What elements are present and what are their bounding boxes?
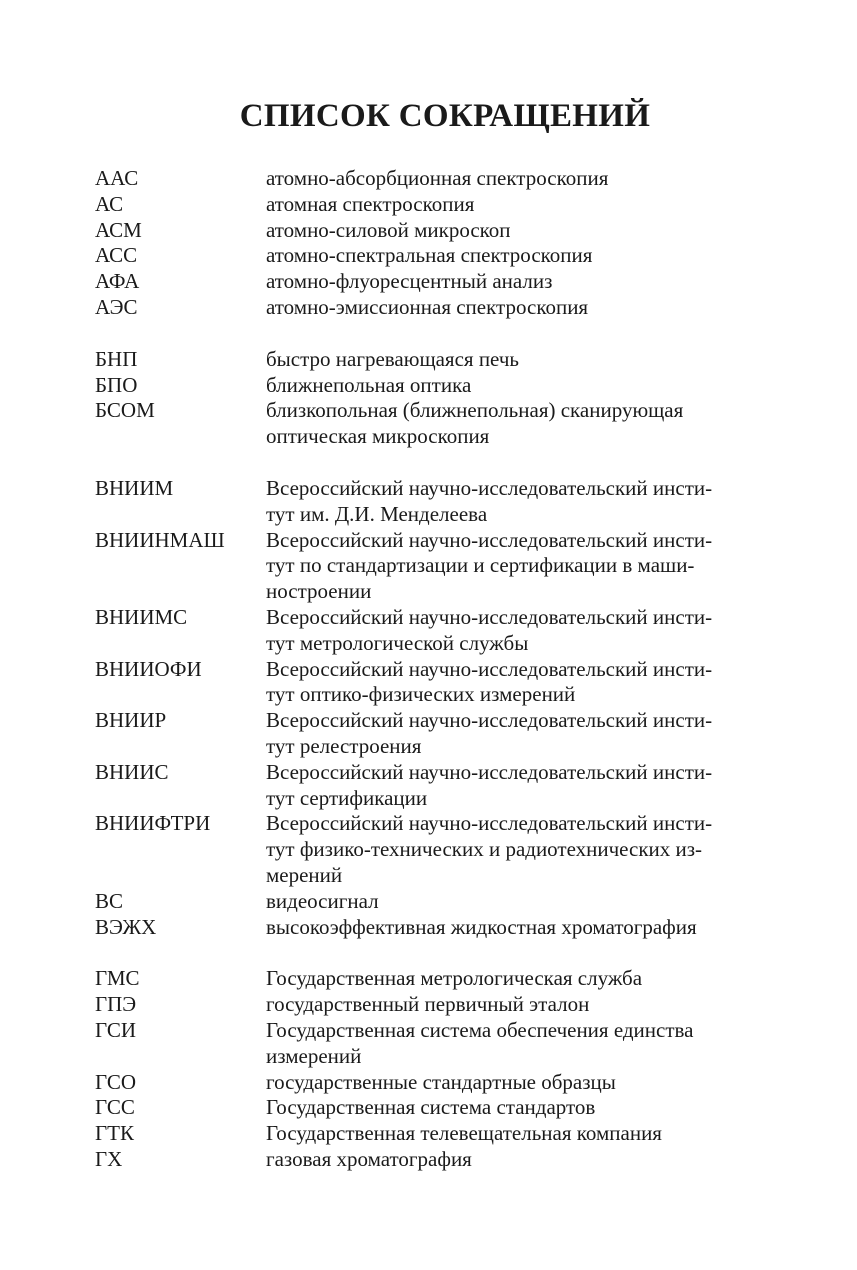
abbreviation-entry <box>95 1018 775 1070</box>
abbreviation-definition: государственный первичный эталон <box>266 992 590 1017</box>
abbreviation-definition: ближнепольная оптика <box>266 372 472 397</box>
abbreviation-term: БПО <box>95 372 138 397</box>
abbreviation-term: ВНИИМ <box>95 475 174 500</box>
abbreviation-term: ВНИИНМАШ <box>95 527 225 552</box>
abbreviation-definition: атомно-спектральная спектроскопия <box>266 243 593 268</box>
abbreviation-entry <box>95 811 775 888</box>
abbreviation-definition: Всероссийский научно-исследовательский инсти- тут метрологической службы <box>266 604 713 655</box>
abbreviation-term: ГСС <box>95 1095 135 1120</box>
abbreviation-entry <box>95 966 775 992</box>
abbreviation-definition: быстро нагревающаяся печь <box>266 346 519 371</box>
abbreviation-definition: атомная спектроскопия <box>266 191 475 216</box>
abbreviation-definition: газовая хроматография <box>266 1146 472 1171</box>
abbreviation-entry <box>95 760 775 812</box>
abbreviation-entry <box>95 1070 775 1096</box>
abbreviation-entry <box>95 1147 775 1173</box>
abbreviation-term: ГТК <box>95 1121 134 1146</box>
abbreviation-term: АСМ <box>95 217 142 242</box>
abbreviation-term: АС <box>95 191 124 216</box>
abbreviation-term: ВНИИР <box>95 708 167 733</box>
abbreviation-group <box>95 166 775 321</box>
abbreviation-entry <box>95 528 775 605</box>
abbreviation-group <box>95 476 775 940</box>
abbreviation-definition: атомно-эмиссионная спектроскопия <box>266 294 589 319</box>
page-title: СПИСОК СОКРАЩЕНИЙ <box>239 98 651 134</box>
abbreviation-definition: Государственная система стандартов <box>266 1095 596 1120</box>
abbreviation-entry <box>95 889 775 915</box>
abbreviation-list <box>95 166 775 1173</box>
abbreviation-definition: близкопольная (ближнепольная) сканирующая оптическая микроскопия <box>266 398 684 449</box>
abbreviation-entry <box>95 992 775 1018</box>
abbreviation-term: ВНИИМС <box>95 604 188 629</box>
abbreviation-definition: атомно-силовой микроскоп <box>266 217 511 242</box>
abbreviation-definition: атомно-абсорбционная спектроскопия <box>266 166 609 190</box>
abbreviation-definition: Всероссийский научно-исследовательский инсти- тут оптико-физических измерений <box>266 656 713 707</box>
abbreviation-entry <box>95 476 775 528</box>
abbreviation-term: ГМС <box>95 966 140 991</box>
abbreviation-entry <box>95 605 775 657</box>
abbreviation-entry <box>95 295 775 321</box>
abbreviation-entry <box>95 915 775 941</box>
abbreviation-term: АСС <box>95 243 138 268</box>
abbreviation-definition: атомно-флуоресцентный анализ <box>266 269 553 294</box>
abbreviation-entry <box>95 398 775 450</box>
abbreviation-definition: Государственная телевещательная компания <box>266 1121 662 1146</box>
abbreviation-term: ВНИИФТРИ <box>95 811 211 836</box>
abbreviation-term: БНП <box>95 346 138 371</box>
abbreviation-term: БСОМ <box>95 398 155 423</box>
abbreviation-definition: Всероссийский научно-исследовательский инсти- тут релестроения <box>266 708 713 758</box>
abbreviation-definition: государственные стандартные образцы <box>266 1069 616 1094</box>
abbreviation-term: ВС <box>95 888 124 913</box>
abbreviation-term: ВЭЖХ <box>95 914 157 939</box>
abbreviation-entry <box>95 192 775 218</box>
abbreviation-entry <box>95 218 775 244</box>
abbreviation-definition: Всероссийский научно-исследовательский инсти- тут физико-технических и радиотехнических из- мерений <box>266 811 713 887</box>
abbreviation-definition: Государственная метрологическая служба <box>266 966 643 991</box>
abbreviation-entry <box>95 373 775 399</box>
abbreviation-definition: Всероссийский научно-исследовательский инсти- тут сертификации <box>266 759 713 810</box>
abbreviation-term: ААС <box>95 166 139 190</box>
abbreviation-entry <box>95 269 775 295</box>
abbreviation-group <box>95 347 775 450</box>
abbreviation-entry <box>95 166 775 192</box>
abbreviation-entry <box>95 657 775 709</box>
abbreviation-term: ГХ <box>95 1146 123 1171</box>
abbreviation-term: ГСИ <box>95 1017 137 1042</box>
abbreviation-term: АФА <box>95 269 140 294</box>
abbreviation-entry <box>95 1121 775 1147</box>
abbreviation-group <box>95 966 775 1172</box>
abbreviation-entry <box>95 347 775 373</box>
abbreviation-definition: Всероссийский научно-исследовательский инсти- тут им. Д.И. Менделеева <box>266 475 713 526</box>
abbreviation-term: АЭС <box>95 294 138 319</box>
abbreviation-term: ВНИИОФИ <box>95 656 202 681</box>
abbreviation-definition: высокоэффективная жидкостная хроматография <box>266 914 697 939</box>
abbreviation-term: ВНИИС <box>95 759 169 784</box>
abbreviation-entry <box>95 708 775 760</box>
abbreviation-term: ГСО <box>95 1069 137 1094</box>
abbreviation-definition: Государственная система обеспечения единства измерений <box>266 1017 694 1068</box>
abbreviation-entry <box>95 1095 775 1121</box>
abbreviation-definition: видеосигнал <box>266 888 379 913</box>
abbreviation-entry <box>95 243 775 269</box>
abbreviation-definition: Всероссийский научно-исследовательский инсти- тут по стандартизации и сертификации в маши- ностроении <box>266 527 713 604</box>
abbreviation-term: ГПЭ <box>95 992 137 1017</box>
